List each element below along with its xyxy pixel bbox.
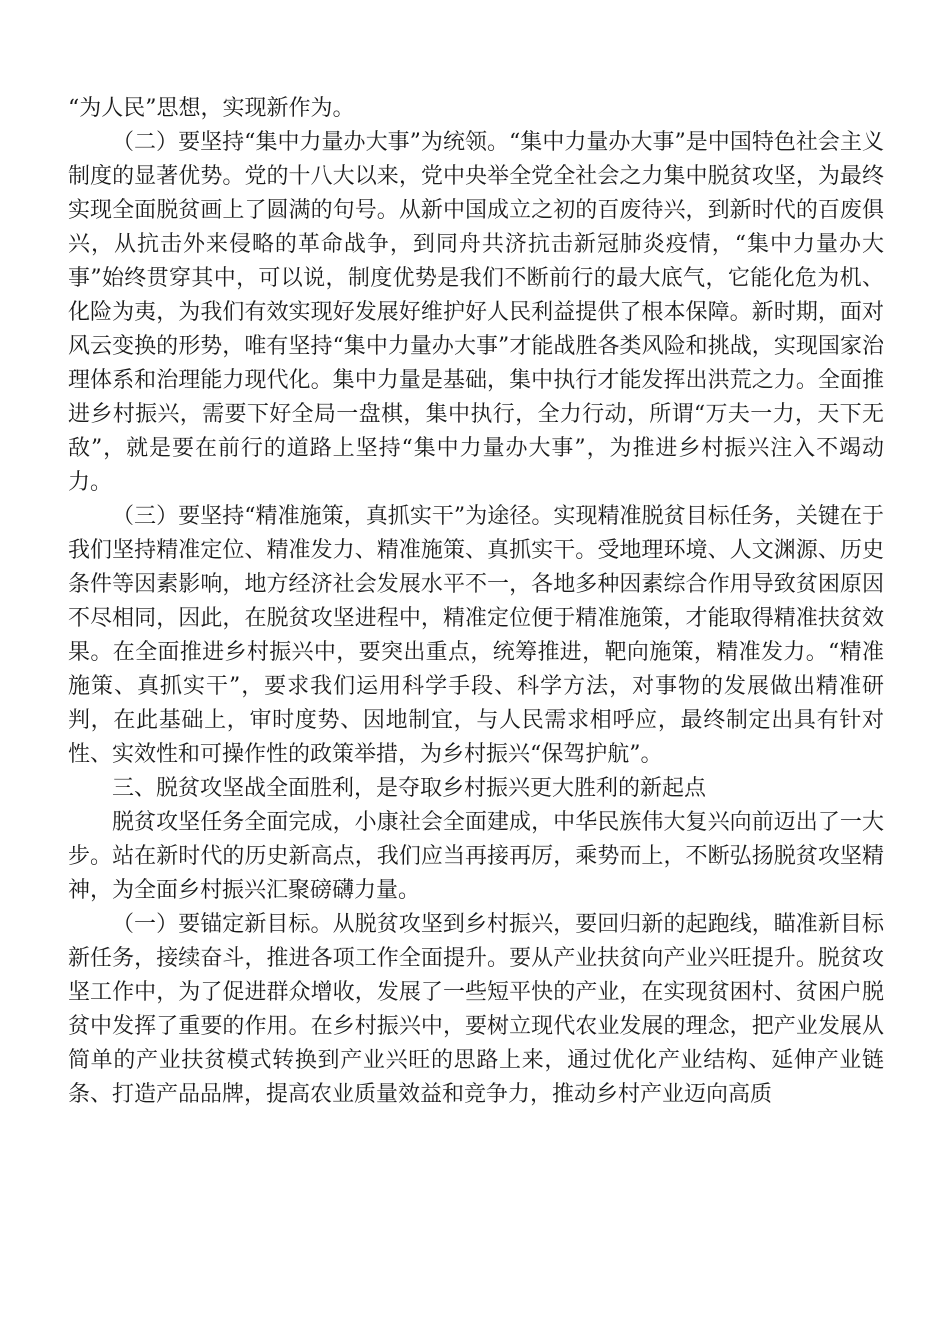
paragraph-section-2: （二）要坚持“集中力量办大事”为统领。“集中力量办大事”是中国特色社会主义制度的显著优势。党的十八大以来，党中央举全党全社会之力集中脱贫攻坚，为最终实现全面脱贫画上了圆满的句号。从新中国成立之初的百废待兴，到新时代的百废俱兴，从抗击外来侵略的革命战争，到同舟共济抗击新冠肺炎疫情，“集中力量办大事”始终贯穿其中，可以说，制度优势是我们不断前行的最大底气，它能化危为机、化险为夷，为我们有效实现好发展好维护好人民利益提供了根本保障。新时期，面对风云变换的形势，唯有坚持“集中力量办大事”才能战胜各类风险和挑战，实现国家治理体系和治理能力现代化。集中力量是基础，集中执行才能发挥出洪荒之力。全面推进乡村振兴，需要下好全局一盘棋，集中执行，全力行动，所谓“万夫一力，天下无敌”，就是要在前行的道路上坚持“集中力量办大事”，为推进乡村振兴注入不竭动力。 [68, 130, 884, 495]
paragraph-chapter-intro: 脱贫攻坚任务全面完成，小康社会全面建成，中华民族伟大复兴向前迈出了一大步。站在新时代的历史新高点，我们应当再接再厉，乘势而上，不断弘扬脱贫攻坚精神，为全面乡村振兴汇聚磅礴力量。 [68, 810, 884, 903]
paragraph-subsection-1: （一）要锚定新目标。从脱贫攻坚到乡村振兴，要回归新的起跑线，瞄准新目标新任务，接续奋斗，推进各项工作全面提升。要从产业扶贫向产业兴旺提升。脱贫攻坚工作中，为了促进群众增收，发展了一些短平快的产业，在实现贫困村、贫困户脱贫中发挥了重要的作用。在乡村振兴中，要树立现代农业发展的理念，把产业发展从简单的产业扶贫模式转换到产业兴旺的思路上来，通过优化产业结构、延伸产业链条、打造产品品牌，提高农业质量效益和竞争力，推动乡村产业迈向高质 [68, 912, 884, 1107]
paragraph-continuation: “为人民”思想，实现新作为。 [68, 96, 355, 121]
document-body [68, 92, 884, 1112]
paragraph-section-3: （三）要坚持“精准施策，真抓实干”为途径。实现精准脱贫目标任务，关键在于我们坚持精准定位、精准发力、精准施策、真抓实干。受地理环境、人文渊源、历史条件等因素影响，地方经济社会发展水平不一，各地多种因素综合作用导致贫困原因不尽相同，因此，在脱贫攻坚进程中，精准定位便于精准施策，才能取得精准扶贫效果。在全面推进乡村振兴中，要突出重点，统筹推进，靶向施策，精准发力。“精准施策、真抓实干”，要求我们运用科学手段、科学方法，对事物的发展做出精准研判，在此基础上，审时度势、因地制宜，与人民需求相呼应，最终制定出具有针对性、实效性和可操作性的政策举措，为乡村振兴“保驾护航”。 [68, 504, 884, 767]
chapter-heading-3: 三、脱贫攻坚战全面胜利，是夺取乡村振兴更大胜利的新起点 [112, 776, 707, 801]
